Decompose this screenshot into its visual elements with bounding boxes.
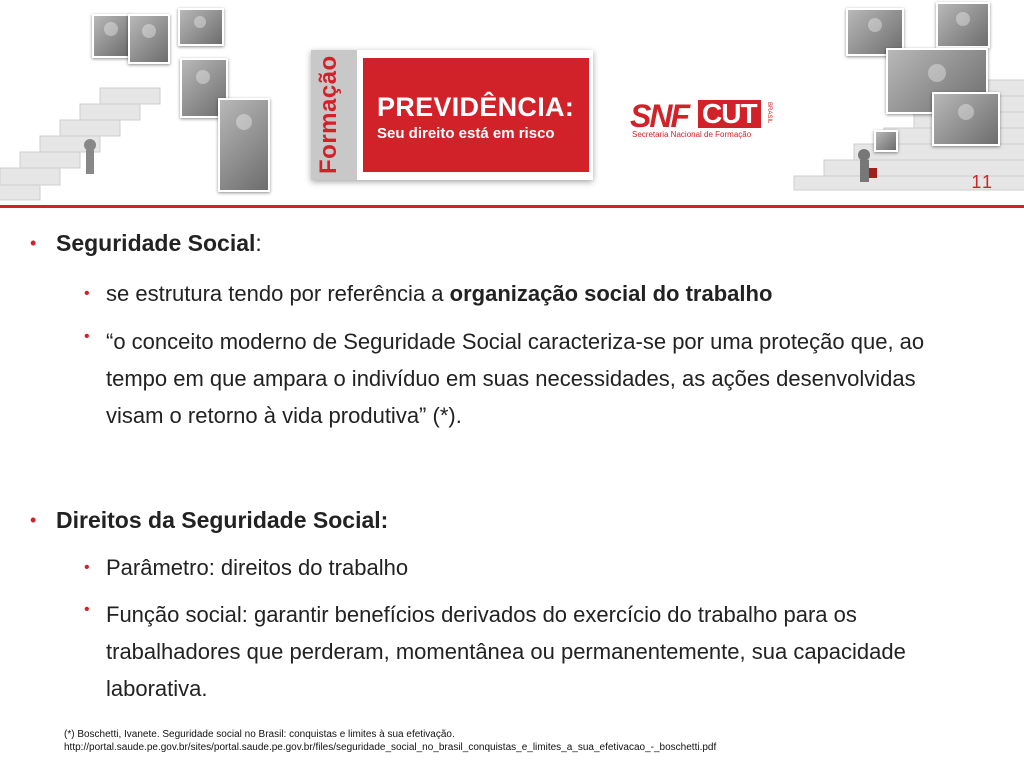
photo-family-image <box>936 2 990 48</box>
sub-bullet-text: Função social: garantir benefícios derivados do exercício do trabalho para os trabalhadores que perderam, momentânea ou permanentemente, sua capacidade laborativa. <box>106 602 906 701</box>
sub-bullet-text <box>106 280 966 308</box>
title-banner <box>311 50 593 180</box>
page-number: 11 <box>971 172 994 192</box>
bullet-dot-icon: • <box>84 559 90 576</box>
sub-bullet-text: Parâmetro: direitos do trabalho <box>106 555 409 580</box>
bullet-heading: Seguridade Social <box>56 230 256 256</box>
logo-snf-text: SNF <box>630 98 688 134</box>
photo-worker-image <box>92 14 130 58</box>
photo-woman-image <box>932 92 1000 146</box>
snf-cut-logo <box>630 98 790 138</box>
photo-elderly-image <box>218 98 270 192</box>
photo-hands-image <box>874 130 898 152</box>
sub-bullet-bold: organização social do trabalho <box>449 281 773 306</box>
sub-bullet-prefix: se estrutura tendo por referência a <box>106 281 450 306</box>
bullet-dot-icon: • <box>30 233 37 253</box>
banner-side-label: Formação <box>315 55 342 174</box>
bullet-dot-icon: • <box>84 601 90 618</box>
bullet-text <box>56 229 262 257</box>
banner-main-panel <box>363 58 589 172</box>
photo-doctor-image <box>128 14 170 64</box>
logo-brasil-text: BRASIL <box>766 102 772 124</box>
banner-side-panel <box>311 50 357 180</box>
bullet-heading: Direitos da Seguridade Social: <box>56 507 389 533</box>
slide-header <box>0 0 1024 210</box>
banner-title: PREVIDÊNCIA: <box>377 92 575 122</box>
sub-bullet-quote: “o conceito moderno de Seguridade Social caracteriza-se por uma proteção que, ao tempo em que ampara o indivíduo em suas necessidades, as ações desenvolvidas visam o retorno à vida produtiva” (*). <box>106 329 925 428</box>
bullet-dot-icon: • <box>30 510 37 530</box>
logo-tagline: Secretaria Nacional de Formação <box>632 130 752 139</box>
footnote-url: http://portal.saude.pe.gov.br/sites/portal.saude.pe.gov.br/files/seguridade_social_no_brasil_conquistas_e_limites_a_sua_efetivacao_-_boschetti.pdf <box>64 742 717 753</box>
bullet-colon: : <box>255 230 262 256</box>
footnote <box>64 728 716 754</box>
photo-group-image <box>178 8 224 46</box>
banner-subtitle: Seu direito está em risco <box>377 125 555 142</box>
bullet-dot-icon: • <box>84 328 90 345</box>
header-divider <box>0 205 1024 208</box>
logo-cut-text: CUT <box>698 100 761 128</box>
bullet-dot-icon: • <box>84 285 90 302</box>
footnote-citation: (*) Boschetti, Ivanete. Seguridade social no Brasil: conquistas e limites à sua efetivação. <box>64 729 455 740</box>
